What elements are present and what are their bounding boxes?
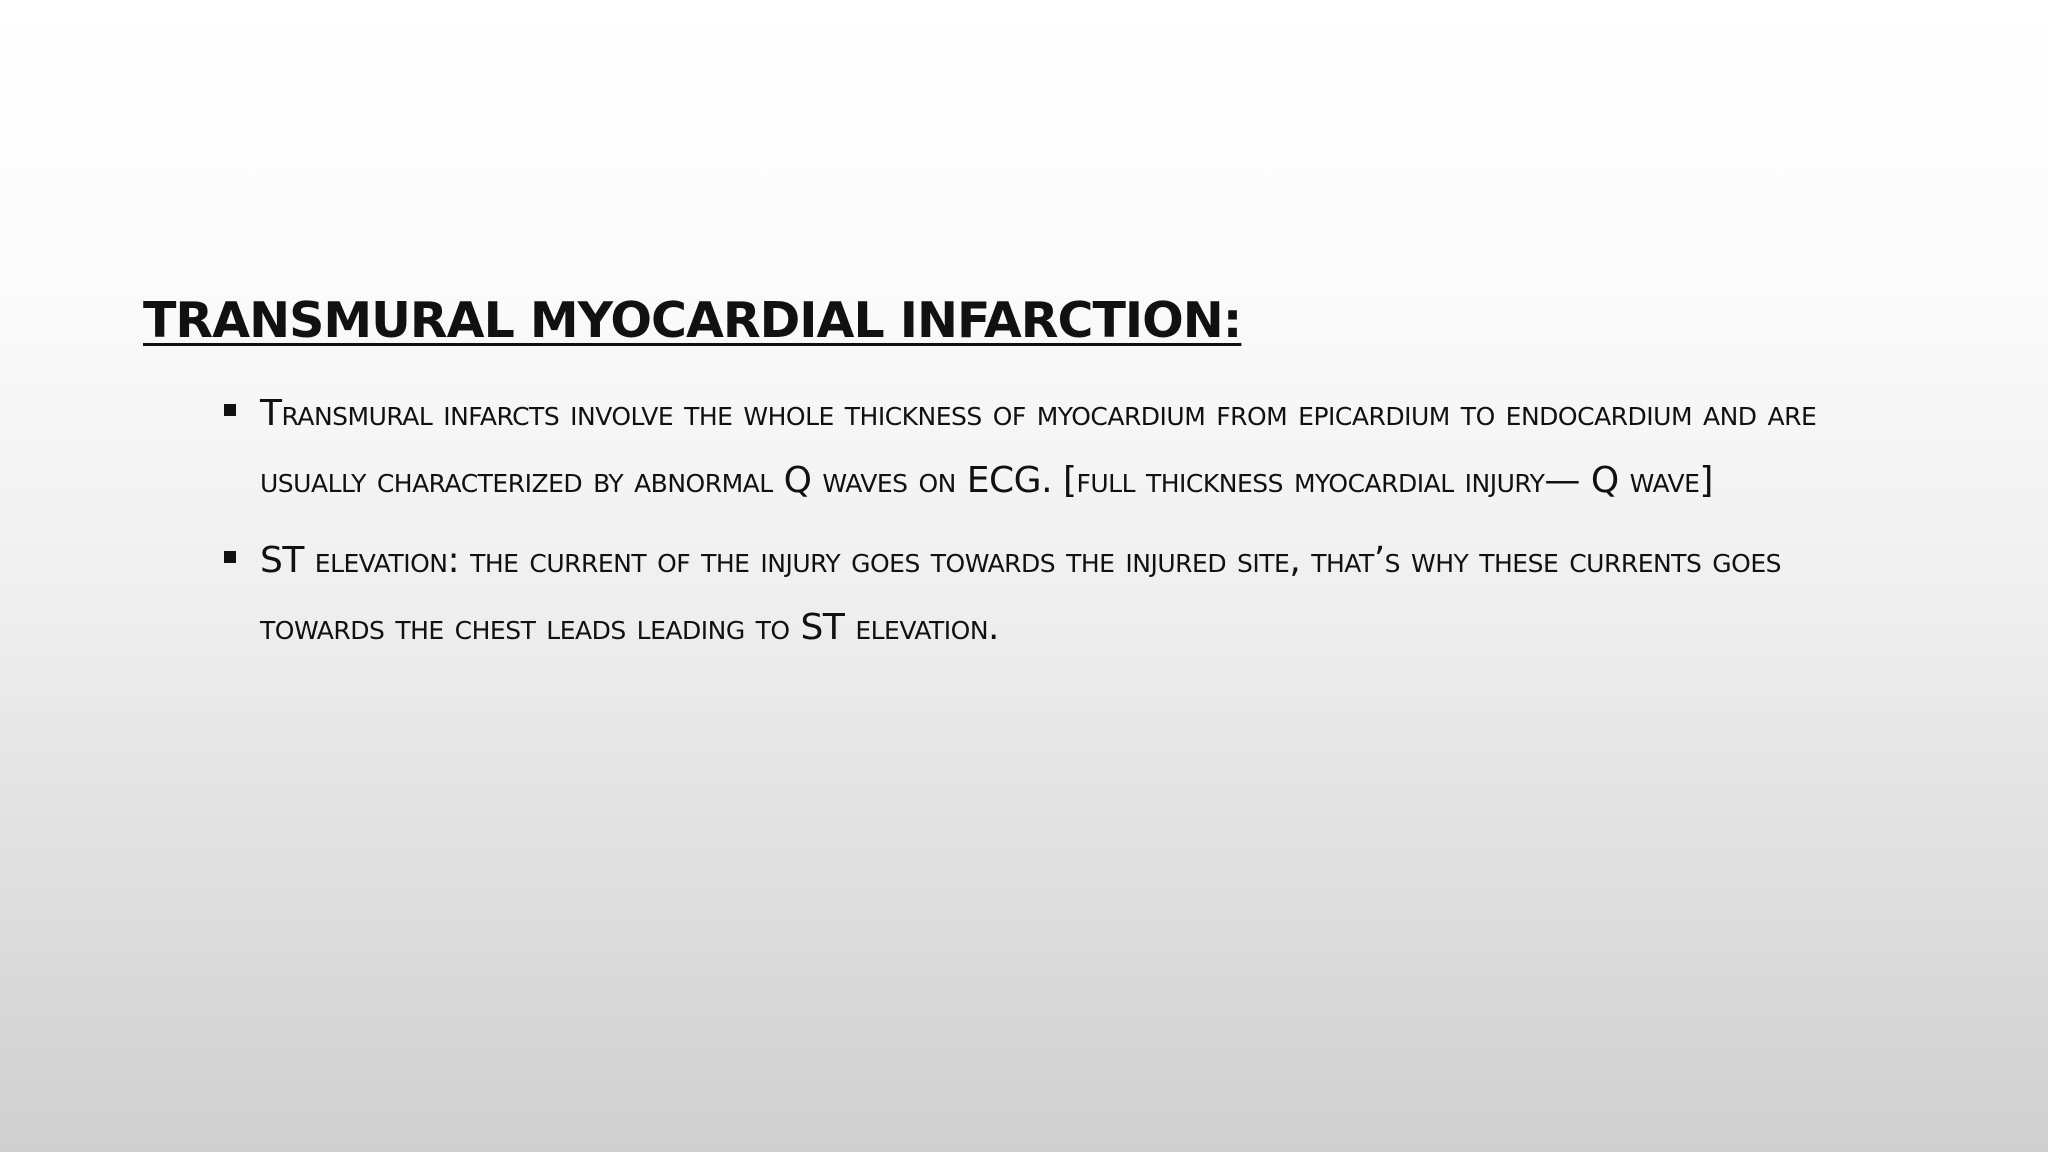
- square-bullet-icon: [224, 551, 236, 563]
- bullet-item-transmural: [222, 380, 1842, 514]
- bullet-item-st-elevation: [222, 527, 1842, 661]
- square-bullet-icon: [224, 404, 236, 416]
- slide-title: TRANSMURAL MYOCARDIAL INFARCTION:: [143, 292, 1242, 349]
- bullet-text: ST elevation: the current of the injury goes towards the injured site, that’s why these currents goes towards the chest leads leading to ST elevation.: [260, 540, 1781, 648]
- bullet-text: Transmural infarcts involve the whole thickness of myocardium from epicardium to endocardium and are usually characterized by abnormal Q waves on ECG. [full thickness myocardial injury— Q wave]: [260, 393, 1817, 501]
- bullet-list: [222, 380, 1842, 674]
